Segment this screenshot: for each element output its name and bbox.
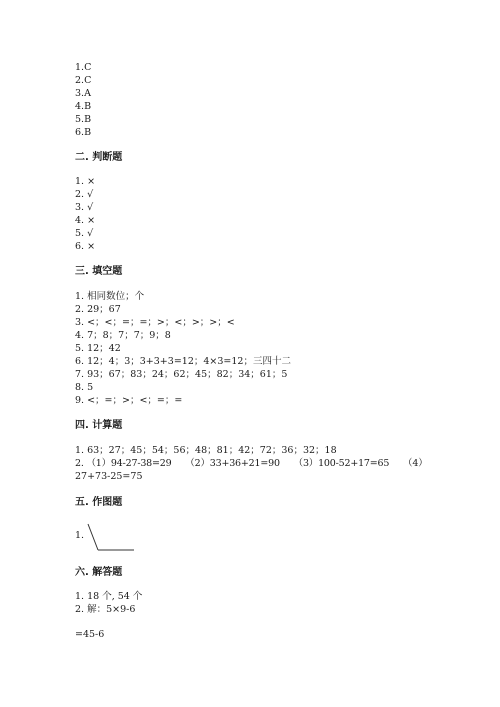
section-heading-fill-in: 三. 填空题 <box>75 266 123 277</box>
judgement-answer-5: 5. √ <box>75 228 94 239</box>
choice-answer-1: 1.C <box>75 62 92 73</box>
fill-in-answer-1: 1. 相同数位；个 <box>75 291 145 302</box>
fill-in-answer-3: 3. <；<；=；=；>；<；>；>；< <box>75 317 235 328</box>
choice-answer-2: 2.C <box>75 75 92 86</box>
judgement-answer-3: 3. √ <box>75 202 94 213</box>
section-heading-judgement: 二. 判断题 <box>75 152 123 163</box>
choice-answer-5: 5.B <box>75 114 92 125</box>
judgement-answer-4: 4. × <box>75 215 96 226</box>
section-heading-drawing: 五. 作图题 <box>75 497 123 508</box>
choice-answer-4: 4.B <box>75 101 92 112</box>
fill-in-answer-7: 7. 93；67；83；24；62；45；82；34；61；5 <box>75 369 288 380</box>
fill-in-answer-2: 2. 29；67 <box>75 304 121 315</box>
section-heading-word-problems: 六. 解答题 <box>75 567 123 578</box>
drawing-item-label: 1. <box>75 530 85 541</box>
choice-answer-3: 3.A <box>75 88 91 99</box>
fill-in-answer-4: 4. 7；8；7；7；9；8 <box>75 330 171 341</box>
calculation-answer-1: 1. 63；27；45；54；56；48；81；42；72；36；32；18 <box>75 445 337 456</box>
choice-answer-6: 6.B <box>75 127 92 138</box>
fill-in-answer-8: 8. 5 <box>75 382 94 393</box>
calculation-answer-2-continued: 27+73-25=75 <box>75 471 143 482</box>
fill-in-answer-6: 6. 12；4；3；3+3+3=12；4×3=12；三四十二 <box>75 356 291 367</box>
judgement-answer-6: 6. × <box>75 241 96 252</box>
angle-ray-slanted <box>88 524 98 550</box>
fill-in-answer-5: 5. 12；42 <box>75 343 121 354</box>
word-problem-answer-1: 1. 18 个, 54 个 <box>75 591 143 602</box>
word-problem-answer-2: 2. 解：5×9-6 <box>75 604 136 615</box>
section-heading-calculation: 四. 计算题 <box>75 420 123 431</box>
judgement-answer-2: 2. √ <box>75 189 94 200</box>
calculation-answer-2: 2. （1）94-27-38=29 （2）33+36+21=90 （3）100-52+17=65 （4） <box>75 458 428 469</box>
word-problem-answer-2-step: =45-6 <box>75 629 105 640</box>
angle-drawing <box>86 523 136 553</box>
judgement-answer-1: 1. × <box>75 176 96 187</box>
fill-in-answer-9: 9. <；=；>；<；=；= <box>75 395 183 406</box>
